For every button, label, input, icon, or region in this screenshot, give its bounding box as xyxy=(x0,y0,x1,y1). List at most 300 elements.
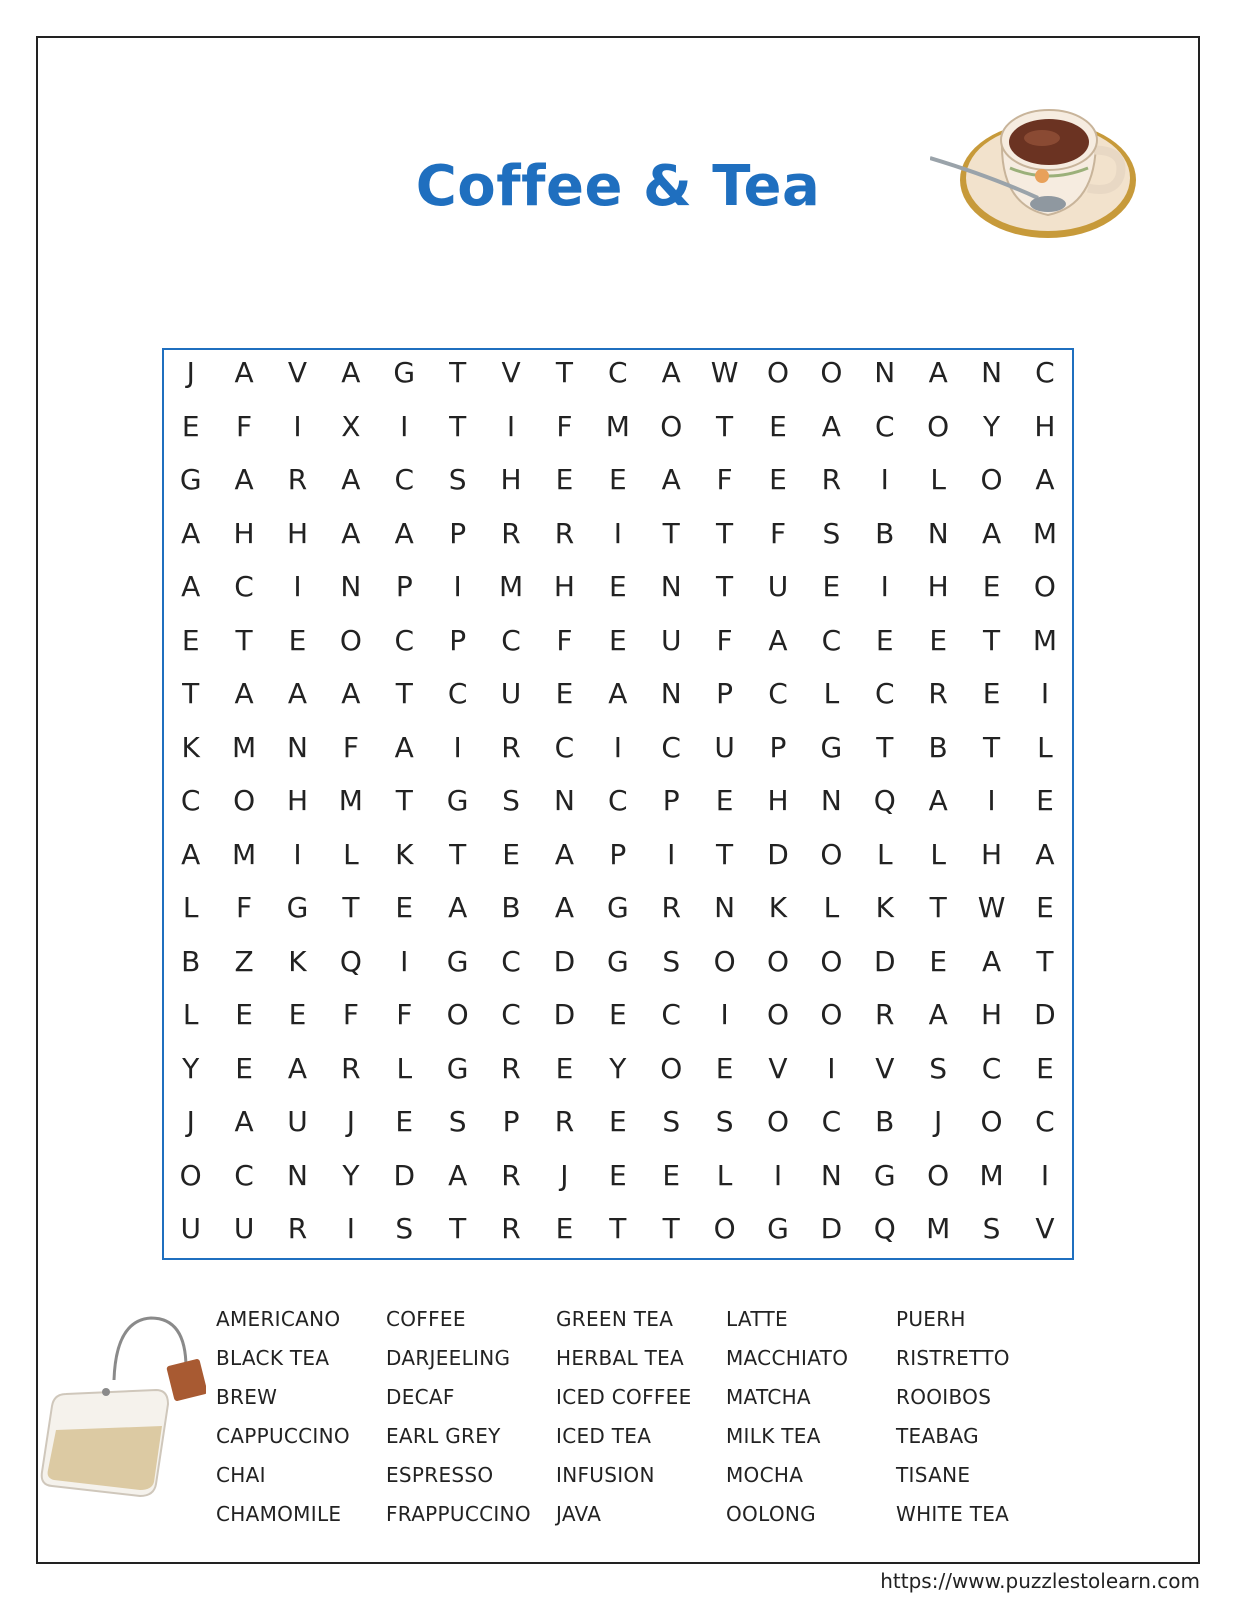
grid-letter: E xyxy=(288,623,307,657)
grid-letter: L xyxy=(182,891,199,925)
grid-letter: I xyxy=(293,570,302,604)
grid-letter: C xyxy=(821,1105,842,1139)
grid-letter: B xyxy=(501,891,521,925)
grid-letter: A xyxy=(554,837,574,871)
grid-letter: N xyxy=(660,677,682,711)
grid-letter: E xyxy=(555,677,574,711)
grid-letter: C xyxy=(234,570,254,604)
grid-letter: N xyxy=(660,570,682,604)
grid-letter: Q xyxy=(873,1212,896,1246)
grid-letter: E xyxy=(1036,784,1054,818)
grid-letter: E xyxy=(982,677,1001,711)
grid-letter: A xyxy=(181,837,201,871)
word-list-item: JAVA xyxy=(556,1502,602,1526)
grid-letter: G xyxy=(286,891,309,925)
grid-letter: T xyxy=(342,891,360,925)
grid-letter: O xyxy=(820,837,843,871)
grid-letter: A xyxy=(448,891,468,925)
grid-letter: R xyxy=(554,1105,575,1139)
word-list-item: DARJEELING xyxy=(386,1346,511,1370)
grid-letter: D xyxy=(820,1212,843,1246)
word-list-item: CHAMOMILE xyxy=(216,1502,342,1526)
grid-letter: K xyxy=(875,891,894,925)
grid-letter: F xyxy=(236,891,253,925)
grid-letter: E xyxy=(769,463,787,497)
grid-letter: E xyxy=(715,1051,734,1085)
grid-letter: T xyxy=(449,837,467,871)
grid-letter: H xyxy=(767,784,789,818)
grid-letter: H xyxy=(553,570,575,604)
grid-letter: I xyxy=(346,1212,355,1246)
coffee-cup-icon xyxy=(930,80,1150,240)
grid-letter: R xyxy=(875,998,895,1032)
grid-letter: A xyxy=(554,891,574,925)
grid-letter: A xyxy=(661,356,681,390)
grid-letter: S xyxy=(662,944,681,978)
word-list-item: MATCHA xyxy=(726,1385,811,1409)
page-title: Coffee & Tea xyxy=(415,154,821,219)
grid-letter: I xyxy=(506,409,516,443)
grid-letter: U xyxy=(287,1105,308,1139)
grid-letter: P xyxy=(395,570,413,604)
grid-letter: E xyxy=(235,1051,253,1085)
word-list-item: HERBAL TEA xyxy=(556,1346,685,1370)
word-list-item: OOLONG xyxy=(726,1502,816,1526)
grid-letter: C xyxy=(447,677,468,711)
grid-letter: E xyxy=(769,409,787,443)
grid-letter: N xyxy=(927,516,949,550)
grid-letter: V xyxy=(501,356,521,390)
grid-letter: F xyxy=(342,998,359,1032)
grid-letter: X xyxy=(341,409,361,443)
word-list-item: CAPPUCCINO xyxy=(216,1424,350,1448)
grid-letter: F xyxy=(716,623,733,657)
grid-letter: M xyxy=(338,784,363,818)
grid-letter: V xyxy=(1035,1212,1055,1246)
grid-letter: A xyxy=(981,516,1002,550)
grid-letter: F xyxy=(556,409,573,443)
grid-letter: G xyxy=(606,944,629,978)
grid-letter: G xyxy=(446,784,469,818)
grid-letter: M xyxy=(979,1158,1004,1192)
word-list-item: ESPRESSO xyxy=(386,1463,494,1487)
grid-letter: E xyxy=(662,1158,681,1192)
grid-letter: B xyxy=(928,730,948,764)
grid-letter: D xyxy=(393,1158,416,1192)
grid-letter: E xyxy=(715,784,734,818)
grid-letter: P xyxy=(502,1105,520,1139)
grid-letter: T xyxy=(449,409,467,443)
grid-letter: I xyxy=(827,1051,836,1085)
grid-letter: I xyxy=(293,837,302,871)
grid-letter: F xyxy=(396,998,413,1032)
grid-letter: E xyxy=(875,623,894,657)
grid-letter: V xyxy=(875,1051,895,1085)
grid-letter: K xyxy=(181,730,200,764)
word-list-item: WHITE TEA xyxy=(896,1502,1010,1526)
grid-letter: C xyxy=(501,623,521,657)
grid-letter: F xyxy=(342,730,359,764)
grid-letter: B xyxy=(875,516,895,550)
grid-letter: E xyxy=(395,891,414,925)
grid-letter: O xyxy=(660,409,683,443)
grid-letter: E xyxy=(555,1212,574,1246)
grid-letter: E xyxy=(929,944,948,978)
grid-letter: U xyxy=(180,1212,201,1246)
grid-letter: C xyxy=(981,1051,1002,1085)
grid-letter: A xyxy=(1035,463,1055,497)
grid-letter: D xyxy=(1034,998,1056,1032)
grid-letter: M xyxy=(232,730,257,764)
grid-letter: O xyxy=(1033,570,1056,604)
grid-letter: M xyxy=(232,837,257,871)
grid-letter: O xyxy=(713,944,736,978)
grid-letter: C xyxy=(501,944,521,978)
grid-letter: L xyxy=(823,677,840,711)
grid-letter: N xyxy=(340,570,362,604)
grid-letter: I xyxy=(1040,1158,1050,1192)
grid-letter: R xyxy=(287,463,308,497)
grid-letter: E xyxy=(608,1105,627,1139)
grid-letter: A xyxy=(1035,837,1055,871)
grid-letter: J xyxy=(560,1158,569,1192)
grid-letter: R xyxy=(501,1212,521,1246)
word-list-item: BREW xyxy=(216,1385,278,1409)
grid-letter: A xyxy=(341,677,361,711)
grid-letter: S xyxy=(662,1105,681,1139)
grid-letter: U xyxy=(660,623,682,657)
grid-letter: O xyxy=(980,463,1003,497)
grid-letter: I xyxy=(453,730,462,764)
grid-letter: E xyxy=(608,570,627,604)
grid-letter: C xyxy=(234,1158,254,1192)
grid-letter: I xyxy=(613,730,622,764)
grid-letter: J xyxy=(186,1105,195,1139)
grid-letter: A xyxy=(234,1105,254,1139)
word-list-item: COFFEE xyxy=(386,1307,466,1331)
grid-letter: C xyxy=(180,784,201,818)
grid-letter: Y xyxy=(182,1051,200,1085)
grid-letter: M xyxy=(1032,623,1058,657)
grid-letter: I xyxy=(667,837,676,871)
grid-letter: P xyxy=(449,623,467,657)
grid-letter: E xyxy=(608,463,627,497)
grid-letter: O xyxy=(713,1212,736,1246)
grid-letter: W xyxy=(710,356,739,390)
grid-letter: N xyxy=(714,891,736,925)
grid-letter: O xyxy=(766,1105,790,1139)
grid-letter: K xyxy=(395,837,414,871)
grid-letter: O xyxy=(820,356,843,390)
grid-letter: A xyxy=(981,944,1002,978)
grid-letter: J xyxy=(186,356,195,390)
grid-letter: L xyxy=(876,837,893,871)
grid-letter: A xyxy=(234,356,254,390)
grid-letter: Y xyxy=(609,1051,627,1085)
word-list-item: TISANE xyxy=(896,1463,971,1487)
grid-letter: H xyxy=(1034,409,1056,443)
word-list-item: LATTE xyxy=(726,1307,788,1331)
word-list-item: GREEN TEA xyxy=(556,1307,674,1331)
grid-letter: H xyxy=(233,516,255,550)
grid-letter: A xyxy=(928,784,948,818)
grid-letter: Y xyxy=(983,409,1001,443)
grid-letter: A xyxy=(821,409,841,443)
grid-letter: T xyxy=(449,356,467,390)
grid-letter: A xyxy=(928,356,948,390)
grid-letter: O xyxy=(179,1158,202,1192)
grid-letter: G xyxy=(446,944,469,978)
grid-letter: O xyxy=(446,998,469,1032)
grid-letter: O xyxy=(820,998,843,1032)
grid-letter: C xyxy=(661,998,681,1032)
source-url: https://www.puzzlestolearn.com xyxy=(880,1569,1200,1593)
grid-letter: T xyxy=(662,516,680,550)
grid-letter: R xyxy=(501,1158,521,1192)
grid-letter: A xyxy=(287,677,308,711)
word-list-item: MOCHA xyxy=(726,1463,804,1487)
grid-letter: R xyxy=(287,1212,308,1246)
grid-letter: T xyxy=(182,677,200,711)
grid-letter: H xyxy=(981,837,1003,871)
grid-letter: R xyxy=(501,1051,521,1085)
word-list-item: DECAF xyxy=(386,1385,455,1409)
grid-letter: D xyxy=(553,998,576,1032)
grid-letter: O xyxy=(233,784,256,818)
grid-letter: U xyxy=(500,677,522,711)
grid-letter: R xyxy=(928,677,948,711)
grid-letter: T xyxy=(395,677,413,711)
grid-letter: T xyxy=(929,891,947,925)
grid-letter: N xyxy=(820,784,842,818)
grid-letter: I xyxy=(1040,677,1050,711)
grid-letter: R xyxy=(501,730,521,764)
grid-letter: C xyxy=(821,623,842,657)
grid-letter: U xyxy=(714,730,735,764)
grid-letter: T xyxy=(716,837,734,871)
grid-letter: R xyxy=(501,516,521,550)
grid-letter: E xyxy=(181,623,200,657)
grid-letter: G xyxy=(606,891,629,925)
grid-letter: O xyxy=(339,623,362,657)
grid-letter: K xyxy=(768,891,788,925)
puzzle-grid xyxy=(164,346,1072,1256)
grid-letter: N xyxy=(287,730,308,764)
word-list-item: FRAPPUCCINO xyxy=(386,1502,531,1526)
grid-letter: S xyxy=(715,1105,734,1139)
grid-letter: O xyxy=(766,356,790,390)
grid-letter: C xyxy=(608,784,628,818)
grid-letter: E xyxy=(555,1051,574,1085)
grid-letter: E xyxy=(608,1158,627,1192)
grid-letter: A xyxy=(394,730,414,764)
grid-letter: M xyxy=(1032,516,1058,550)
grid-letter: C xyxy=(394,623,415,657)
grid-letter: G xyxy=(393,356,416,390)
grid-letter: I xyxy=(613,516,622,550)
tea-bag-icon xyxy=(36,1310,206,1510)
grid-letter: O xyxy=(766,944,790,978)
grid-letter: F xyxy=(556,623,573,657)
grid-letter: I xyxy=(773,1158,783,1192)
grid-letter: R xyxy=(821,463,842,497)
grid-letter: E xyxy=(608,998,627,1032)
grid-letter: A xyxy=(341,356,361,390)
grid-letter: A xyxy=(181,570,201,604)
grid-letter: C xyxy=(874,677,895,711)
grid-letter: E xyxy=(288,998,307,1032)
grid-letter: N xyxy=(874,356,896,390)
grid-letter: I xyxy=(400,944,409,978)
grid-letter: T xyxy=(555,356,573,390)
grid-letter: B xyxy=(875,1105,895,1139)
word-list-item: CHAI xyxy=(216,1463,266,1487)
grid-letter: F xyxy=(236,409,253,443)
grid-letter: P xyxy=(449,516,467,550)
grid-letter: R xyxy=(661,891,681,925)
grid-letter: S xyxy=(448,1105,467,1139)
grid-letter: L xyxy=(396,1051,413,1085)
grid-letter: S xyxy=(502,784,520,818)
grid-letter: E xyxy=(502,837,520,871)
grid-letter: P xyxy=(769,730,787,764)
grid-letter: P xyxy=(662,784,680,818)
grid-letter: U xyxy=(767,570,789,604)
grid-letter: C xyxy=(394,463,415,497)
grid-letter: F xyxy=(769,516,787,550)
grid-letter: O xyxy=(766,998,790,1032)
grid-letter: N xyxy=(981,356,1003,390)
grid-letter: E xyxy=(1036,1051,1054,1085)
grid-letter: L xyxy=(716,1158,733,1192)
grid-letter: I xyxy=(720,998,729,1032)
grid-letter: O xyxy=(927,1158,950,1192)
grid-letter: A xyxy=(341,463,361,497)
grid-letter: E xyxy=(822,570,841,604)
grid-letter: I xyxy=(987,784,996,818)
grid-letter: I xyxy=(400,409,409,443)
grid-letter: G xyxy=(873,1158,896,1192)
grid-letter: I xyxy=(453,570,462,604)
grid-letter: L xyxy=(930,837,946,871)
word-list xyxy=(216,1300,1076,1534)
grid-letter: T xyxy=(1036,944,1054,978)
grid-letter: S xyxy=(395,1212,414,1246)
grid-letter: J xyxy=(934,1105,943,1139)
grid-letter: F xyxy=(716,463,733,497)
grid-letter: O xyxy=(820,944,843,978)
word-list-item: INFUSION xyxy=(556,1463,655,1487)
grid-letter: E xyxy=(235,998,253,1032)
grid-letter: E xyxy=(395,1105,414,1139)
grid-letter: L xyxy=(343,837,359,871)
grid-letter: I xyxy=(293,409,302,443)
grid-letter: A xyxy=(661,463,681,497)
grid-letter: E xyxy=(929,623,948,657)
grid-letter: Y xyxy=(342,1158,360,1192)
grid-letter: C xyxy=(554,730,575,764)
grid-letter: C xyxy=(768,677,788,711)
grid-letter: S xyxy=(448,463,467,497)
grid-letter: A xyxy=(341,516,361,550)
grid-letter: L xyxy=(930,463,946,497)
grid-letter: A xyxy=(234,463,254,497)
grid-letter: T xyxy=(876,730,894,764)
word-list-item: PUERH xyxy=(896,1307,966,1331)
grid-letter: C xyxy=(661,730,681,764)
grid-letter: T xyxy=(235,623,253,657)
grid-letter: P xyxy=(609,837,627,871)
grid-letter: I xyxy=(880,570,889,604)
grid-letter: Q xyxy=(339,944,362,978)
grid-letter: Z xyxy=(234,944,254,978)
grid-letter: T xyxy=(662,1212,680,1246)
grid-letter: G xyxy=(446,1051,469,1085)
grid-letter: G xyxy=(767,1212,789,1246)
grid-letter: A xyxy=(608,677,628,711)
grid-letter: A xyxy=(394,516,414,550)
grid-letter: C xyxy=(501,998,521,1032)
grid-letter: A xyxy=(928,998,948,1032)
grid-letter: O xyxy=(980,1105,1003,1139)
grid-letter: D xyxy=(553,944,576,978)
grid-letter: G xyxy=(820,730,843,764)
word-list-item: ROOIBOS xyxy=(896,1385,992,1409)
grid-letter: A xyxy=(234,677,254,711)
grid-letter: C xyxy=(1035,356,1055,390)
grid-letter: E xyxy=(608,623,627,657)
grid-letter: L xyxy=(823,891,840,925)
grid-letter: T xyxy=(983,623,1001,657)
grid-letter: E xyxy=(1036,891,1054,925)
grid-letter: T xyxy=(716,516,734,550)
grid-letter: B xyxy=(181,944,201,978)
grid-letter: M xyxy=(498,570,524,604)
word-list-item: ICED TEA xyxy=(556,1424,652,1448)
grid-letter: N xyxy=(553,784,575,818)
grid-letter: N xyxy=(287,1158,308,1192)
grid-letter: U xyxy=(233,1212,255,1246)
grid-letter: S xyxy=(822,516,841,550)
word-list-item: ICED COFFEE xyxy=(556,1385,692,1409)
grid-letter: A xyxy=(181,516,201,550)
grid-letter: W xyxy=(977,891,1006,925)
word-list-item: RISTRETTO xyxy=(896,1346,1010,1370)
grid-letter: T xyxy=(449,1212,467,1246)
grid-letter: T xyxy=(716,570,734,604)
grid-letter: V xyxy=(287,356,308,390)
grid-letter: E xyxy=(982,570,1001,604)
grid-letter: R xyxy=(341,1051,361,1085)
grid-letter: O xyxy=(927,409,950,443)
grid-letter: A xyxy=(768,623,788,657)
grid-letter: H xyxy=(927,570,949,604)
grid-letter: A xyxy=(287,1051,308,1085)
grid-letter: I xyxy=(880,463,889,497)
word-list-item: EARL GREY xyxy=(386,1424,501,1448)
grid-letter: H xyxy=(286,516,308,550)
grid-letter: L xyxy=(182,998,199,1032)
grid-letter: Q xyxy=(873,784,896,818)
grid-letter: H xyxy=(981,998,1003,1032)
word-list-item: AMERICANO xyxy=(216,1307,341,1331)
word-list-item: MILK TEA xyxy=(726,1424,821,1448)
grid-letter: G xyxy=(179,463,202,497)
grid-letter: S xyxy=(982,1212,1001,1246)
grid-letter: K xyxy=(288,944,307,978)
grid-letter: C xyxy=(608,356,628,390)
grid-letter: H xyxy=(286,784,308,818)
